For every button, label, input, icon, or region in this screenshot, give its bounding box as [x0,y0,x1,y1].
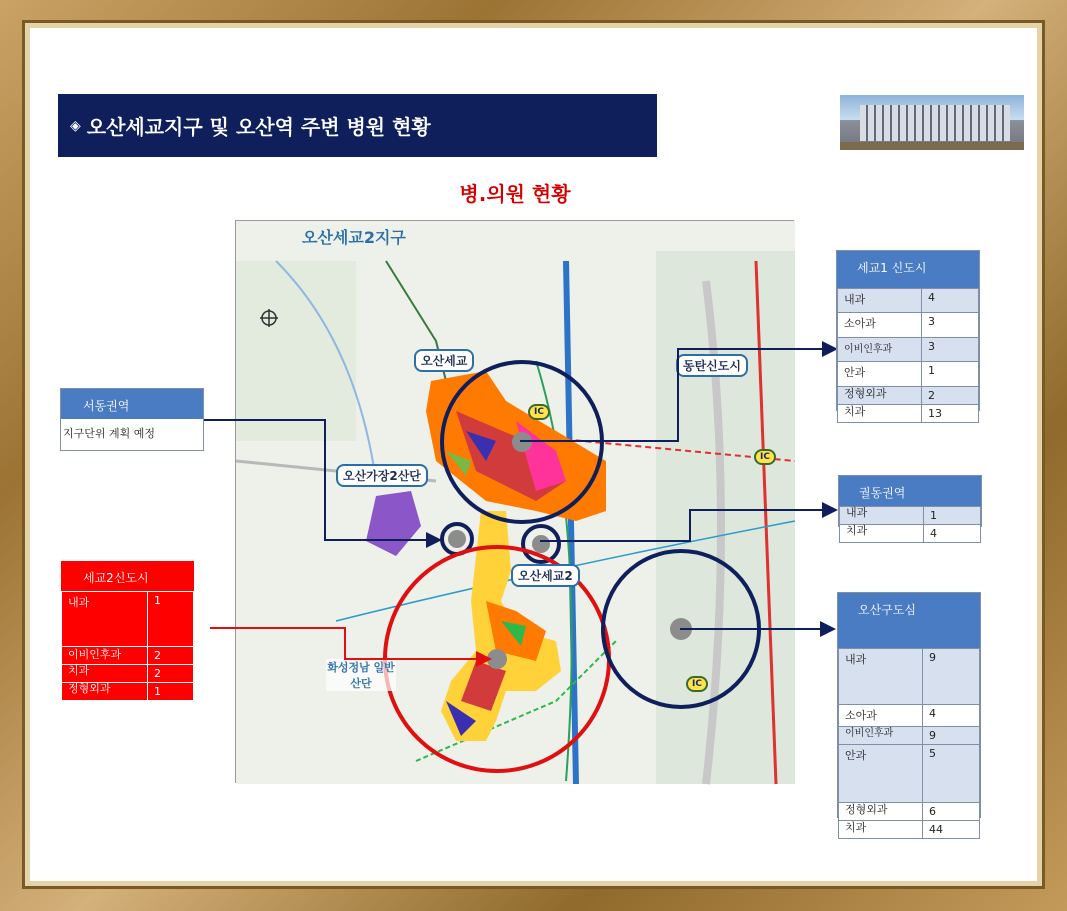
table-row [838,289,979,313]
osan-old-header: 오산구도심 [838,593,980,648]
table-row [839,705,980,727]
gwoldong-box [838,475,982,540]
count-cell: 2 [922,387,979,405]
count-cell: 9 [923,727,980,745]
segyo1-table [837,288,979,423]
count-cell: 1 [924,507,981,525]
dept-cell: 소아과 [838,313,922,338]
map-label-osan-segyo: 오산세교 [414,349,474,372]
dept-cell: 이비인후과 [838,338,922,362]
count-cell: 13 [922,405,979,423]
map-title: 오산세교2지구 [302,228,406,247]
ic-badge: IC [754,449,776,465]
table-row [839,803,980,821]
map-graphic [236,221,795,784]
table-row [838,405,979,423]
table-row [840,525,981,543]
seodong-header: 서동권역 [61,389,203,419]
table-row [62,647,194,665]
count-cell: 9 [923,649,980,705]
dept-cell: 안과 [839,745,923,803]
count-cell: 44 [923,821,980,839]
osan-old-box [837,592,981,836]
dept-cell: 치과 [839,821,923,839]
dept-cell: 이비인후과 [62,647,148,665]
map-label-dongtan: 동탄신도시 [676,354,748,377]
table-row [838,338,979,362]
count-cell: 1 [922,362,979,387]
dept-cell: 안과 [838,362,922,387]
seodong-box [60,388,204,451]
count-cell: 4 [924,525,981,543]
dept-cell: 이비인후과 [839,727,923,745]
title-bar [58,94,657,157]
map-label-osan-segyo2: 오산세교2 [511,564,580,587]
ic-badge: IC [686,676,708,692]
count-cell: 5 [923,745,980,803]
page-title: 오산세교지구 및 오산역 주변 병원 현황 [86,115,431,139]
table-row [838,313,979,338]
table-row [62,665,194,683]
subtitle: 병.의원 현황 [459,182,571,206]
dept-cell: 치과 [838,405,922,423]
dept-cell: 정형외과 [839,803,923,821]
count-cell: 4 [923,705,980,727]
count-cell: 1 [148,592,194,647]
dept-cell: 소아과 [839,705,923,727]
table-row [839,745,980,803]
gwoldong-header: 궐동권역 [839,476,981,506]
building-image [860,105,1010,141]
table-row [839,649,980,705]
count-cell: 4 [922,289,979,313]
segyo2-box [61,561,194,698]
table-row [840,507,981,525]
dept-cell: 정형외과 [62,683,148,701]
segyo1-header: 세교1 신도시 [837,251,979,288]
count-cell: 1 [148,683,194,701]
ic-badge: IC [528,404,550,420]
table-row [839,821,980,839]
table-row [62,683,194,701]
table-row [838,387,979,405]
building-photo [840,95,1024,150]
count-cell: 2 [148,665,194,683]
map-image [235,220,794,783]
segyo2-header: 세교2신도시 [61,561,194,591]
table-row [838,362,979,387]
dept-cell: 치과 [840,525,924,543]
segyo2-table [61,591,194,701]
gwoldong-table [839,506,981,543]
building-ground [840,142,1024,150]
table-row [62,592,194,647]
count-cell: 2 [148,647,194,665]
diamond-bullet-icon: ◈ [70,117,81,134]
table-row [839,727,980,745]
dept-cell: 정형외과 [838,387,922,405]
dept-cell: 내과 [62,592,148,647]
segyo1-box [836,250,980,420]
count-cell: 3 [922,313,979,338]
osan-old-table [838,648,980,839]
map-label-osan-gajang2: 오산가장2산단 [336,464,428,487]
seodong-note: 지구단위 계획 예정 [61,419,203,450]
dept-cell: 내과 [840,507,924,525]
count-cell: 3 [922,338,979,362]
dept-cell: 치과 [62,665,148,683]
dept-cell: 내과 [839,649,923,705]
count-cell: 6 [923,803,980,821]
map-label-hwaseong-jeongnam: 화성정남 일반산단 [327,661,395,690]
dept-cell: 내과 [838,289,922,313]
